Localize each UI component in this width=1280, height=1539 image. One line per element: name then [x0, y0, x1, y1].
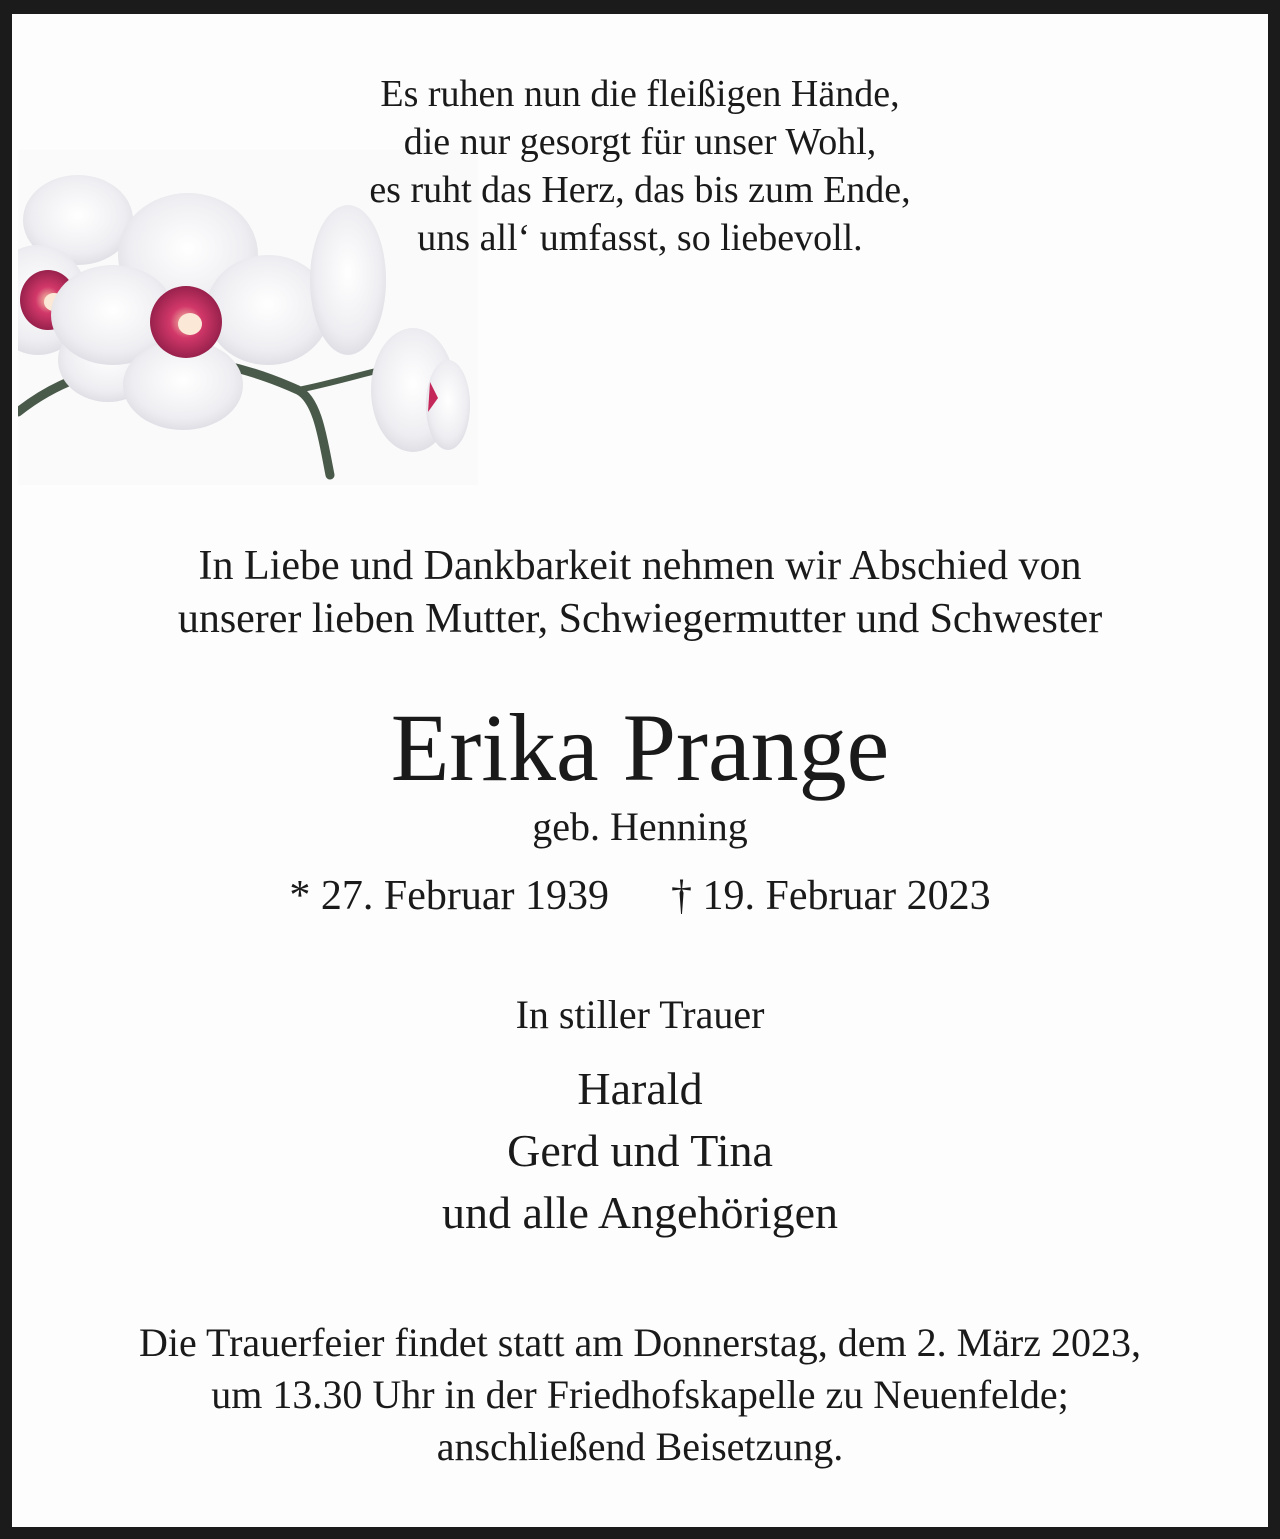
poem-line: Es ruhen nun die fleißigen Hände,	[380, 73, 900, 115]
birth-date: * 27. Februar 1939	[289, 873, 609, 919]
poem-line: die nur gesorgt für unser Wohl,	[403, 121, 877, 163]
mourning-heading: In stiller Trauer	[515, 992, 765, 1037]
death-date: † 19. Februar 2023	[671, 873, 991, 919]
ceremony-info	[0, 1317, 1280, 1473]
mourners-list	[0, 1058, 1280, 1244]
deceased-name: Erika Prange	[390, 694, 890, 801]
intro-line: In Liebe und Dankbarkeit nehmen wir Abschied von	[198, 543, 1082, 589]
maiden-name: geb. Henning	[532, 804, 748, 849]
intro-line: unserer lieben Mutter, Schwiegermutter und Schwester	[177, 596, 1103, 642]
ceremony-line: Die Trauerfeier findet statt am Donnerstag, dem 2. März 2023,	[139, 1320, 1141, 1365]
mourner-name: Gerd und Tina	[507, 1125, 773, 1176]
mourner-name: und alle Angehörigen	[441, 1187, 838, 1238]
mourner-name: Harald	[577, 1063, 703, 1114]
life-dates	[0, 868, 1280, 924]
ceremony-line: anschließend Beisetzung.	[436, 1424, 844, 1469]
poem-line: uns all‘ umfasst, so liebevoll.	[417, 217, 863, 259]
memorial-poem	[0, 70, 1280, 262]
farewell-intro	[0, 540, 1280, 646]
poem-line: es ruht das Herz, das bis zum Ende,	[369, 169, 911, 211]
ceremony-line: um 13.30 Uhr in der Friedhofskapelle zu Neuenfelde;	[211, 1372, 1069, 1417]
